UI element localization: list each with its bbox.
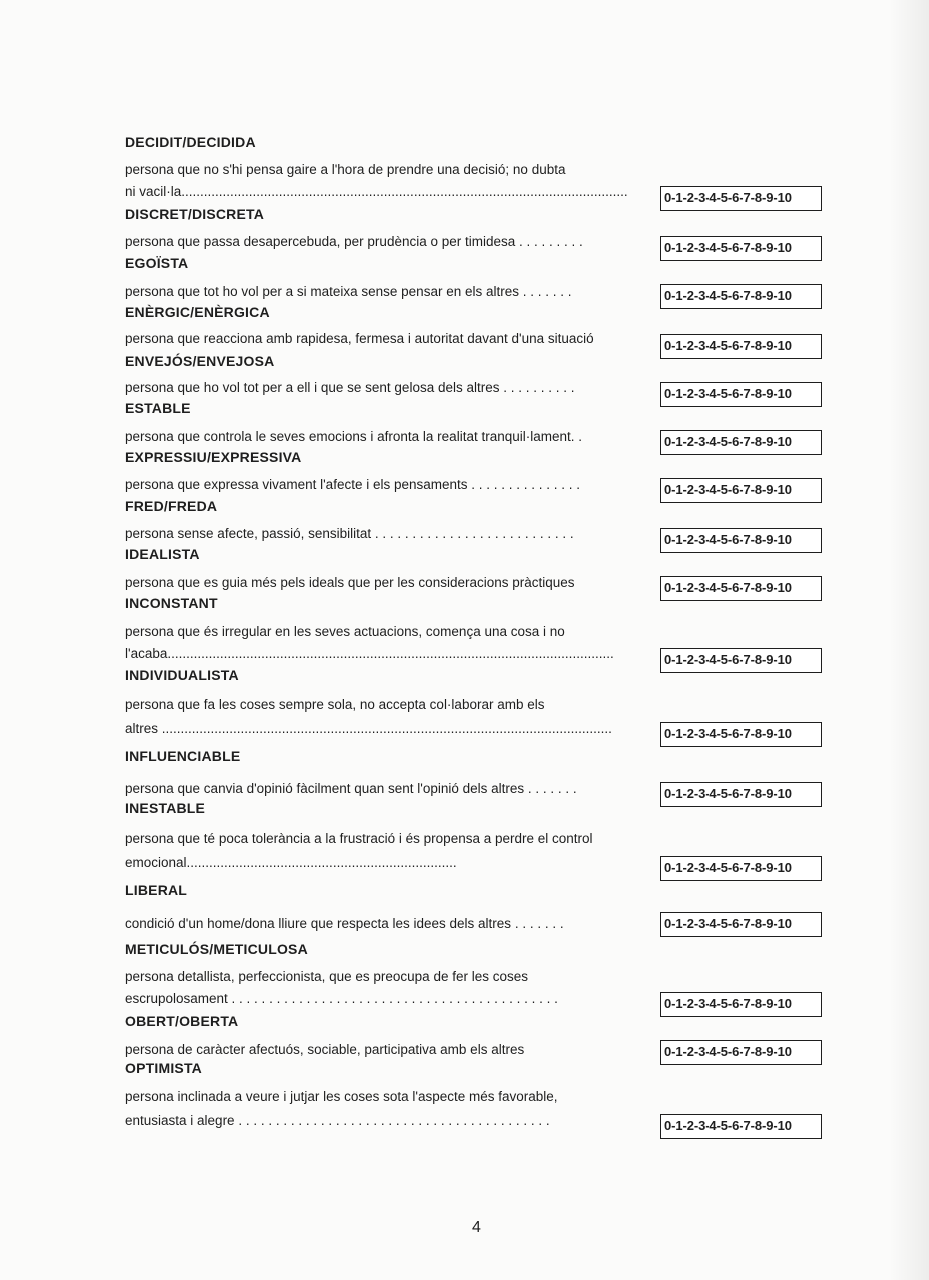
- trait-term: METICULÓS/METICULOSA: [125, 941, 308, 957]
- rating-scale-box[interactable]: 0-1-2-3-4-5-6-7-8-9-10: [660, 1040, 822, 1065]
- trait-definition-line: persona que és irregular en les seves actuacions, comença una cosa i no: [125, 624, 565, 639]
- trait-definition-line: persona sense afecte, passió, sensibilitat . . . . . . . . . . . . . . . . . . . . . . . . . . .: [125, 526, 574, 541]
- rating-scale-box[interactable]: 0-1-2-3-4-5-6-7-8-9-10: [660, 856, 822, 881]
- trait-definition-line: persona de caràcter afectuós, sociable, participativa amb els altres: [125, 1042, 525, 1057]
- rating-scale-box[interactable]: 0-1-2-3-4-5-6-7-8-9-10: [660, 992, 822, 1017]
- trait-term: EXPRESSIU/EXPRESSIVA: [125, 449, 302, 465]
- trait-term: ENVEJÓS/ENVEJOSA: [125, 353, 275, 369]
- rating-scale-box[interactable]: 0-1-2-3-4-5-6-7-8-9-10: [660, 430, 822, 455]
- trait-definition-line: persona que ho vol tot per a ell i que se sent gelosa dels altres . . . . . . . . . .: [125, 380, 575, 395]
- trait-definition-line: persona que reacciona amb rapidesa, fermesa i autoritat davant d'una situació: [125, 331, 594, 346]
- trait-term: INCONSTANT: [125, 595, 218, 611]
- rating-scale-box[interactable]: 0-1-2-3-4-5-6-7-8-9-10: [660, 236, 822, 261]
- rating-scale-box[interactable]: 0-1-2-3-4-5-6-7-8-9-10: [660, 648, 822, 673]
- trait-definition-line: persona que canvia d'opinió fàcilment quan sent l'opinió dels altres . . . . . . .: [125, 781, 577, 796]
- trait-term: FRED/FREDA: [125, 498, 218, 514]
- trait-term: ESTABLE: [125, 400, 191, 416]
- trait-definition-line: emocional........................................................................: [125, 855, 457, 870]
- rating-scale-box[interactable]: 0-1-2-3-4-5-6-7-8-9-10: [660, 186, 822, 211]
- trait-term: OPTIMISTA: [125, 1060, 202, 1076]
- trait-definition-line: l'acaba.......................................................................................................................: [125, 646, 614, 661]
- trait-definition-line: persona inclinada a veure i jutjar les coses sota l'aspecte més favorable,: [125, 1089, 558, 1104]
- scan-shadow: [889, 0, 929, 1280]
- trait-definition-line: persona que es guia més pels ideals que per les consideracions pràctiques: [125, 575, 575, 590]
- trait-term: IDEALISTA: [125, 546, 200, 562]
- trait-definition-line: condició d'un home/dona lliure que respecta les idees dels altres . . . . . . .: [125, 916, 564, 931]
- trait-term: DECIDIT/DECIDIDA: [125, 134, 256, 150]
- trait-definition-line: persona que expressa vivament l'afecte i els pensaments . . . . . . . . . . . . . . .: [125, 477, 581, 492]
- rating-scale-box[interactable]: 0-1-2-3-4-5-6-7-8-9-10: [660, 334, 822, 359]
- trait-definition-line: ni vacil·la.......................................................................................................................: [125, 184, 628, 199]
- trait-term: LIBERAL: [125, 882, 188, 898]
- trait-definition-line: persona que passa desapercebuda, per prudència o per timidesa . . . . . . . . .: [125, 234, 583, 249]
- rating-scale-box[interactable]: 0-1-2-3-4-5-6-7-8-9-10: [660, 284, 822, 309]
- trait-term: ENÈRGIC/ENÈRGICA: [125, 304, 270, 320]
- rating-scale-box[interactable]: 0-1-2-3-4-5-6-7-8-9-10: [660, 382, 822, 407]
- trait-term: EGOÏSTA: [125, 255, 189, 271]
- trait-definition-line: persona detallista, perfeccionista, que es preocupa de fer les coses: [125, 969, 528, 984]
- trait-definition-line: persona que no s'hi pensa gaire a l'hora de prendre una decisió; no dubta: [125, 162, 566, 177]
- trait-term: INFLUENCIABLE: [125, 748, 241, 764]
- rating-scale-box[interactable]: 0-1-2-3-4-5-6-7-8-9-10: [660, 782, 822, 807]
- trait-definition-line: persona que tot ho vol per a si mateixa sense pensar en els altres . . . . . . .: [125, 284, 572, 299]
- rating-scale-box[interactable]: 0-1-2-3-4-5-6-7-8-9-10: [660, 576, 822, 601]
- rating-scale-box[interactable]: 0-1-2-3-4-5-6-7-8-9-10: [660, 478, 822, 503]
- trait-definition-line: persona que controla le seves emocions i afronta la realitat tranquil·lament. .: [125, 429, 582, 444]
- trait-term: INDIVIDUALISTA: [125, 667, 239, 683]
- trait-term: DISCRET/DISCRETA: [125, 206, 265, 222]
- rating-scale-box[interactable]: 0-1-2-3-4-5-6-7-8-9-10: [660, 1114, 822, 1139]
- trait-term: OBERT/OBERTA: [125, 1013, 239, 1029]
- trait-definition-line: persona que fa les coses sempre sola, no accepta col·laborar amb els: [125, 697, 545, 712]
- trait-definition-line: entusiasta i alegre . . . . . . . . . . . . . . . . . . . . . . . . . . . . . . . . . . . . . . . . . .: [125, 1113, 550, 1128]
- page-number: 4: [472, 1219, 481, 1236]
- rating-scale-box[interactable]: 0-1-2-3-4-5-6-7-8-9-10: [660, 722, 822, 747]
- rating-scale-box[interactable]: 0-1-2-3-4-5-6-7-8-9-10: [660, 912, 822, 937]
- rating-scale-box[interactable]: 0-1-2-3-4-5-6-7-8-9-10: [660, 528, 822, 553]
- trait-definition-line: escrupolosament . . . . . . . . . . . . . . . . . . . . . . . . . . . . . . . . . . . . . . . . . . . .: [125, 991, 558, 1006]
- trait-definition-line: persona que té poca tolerància a la frustració i és propensa a perdre el control: [125, 831, 593, 846]
- trait-definition-line: altres ........................................................................................................................: [125, 721, 612, 736]
- trait-term: INESTABLE: [125, 800, 206, 816]
